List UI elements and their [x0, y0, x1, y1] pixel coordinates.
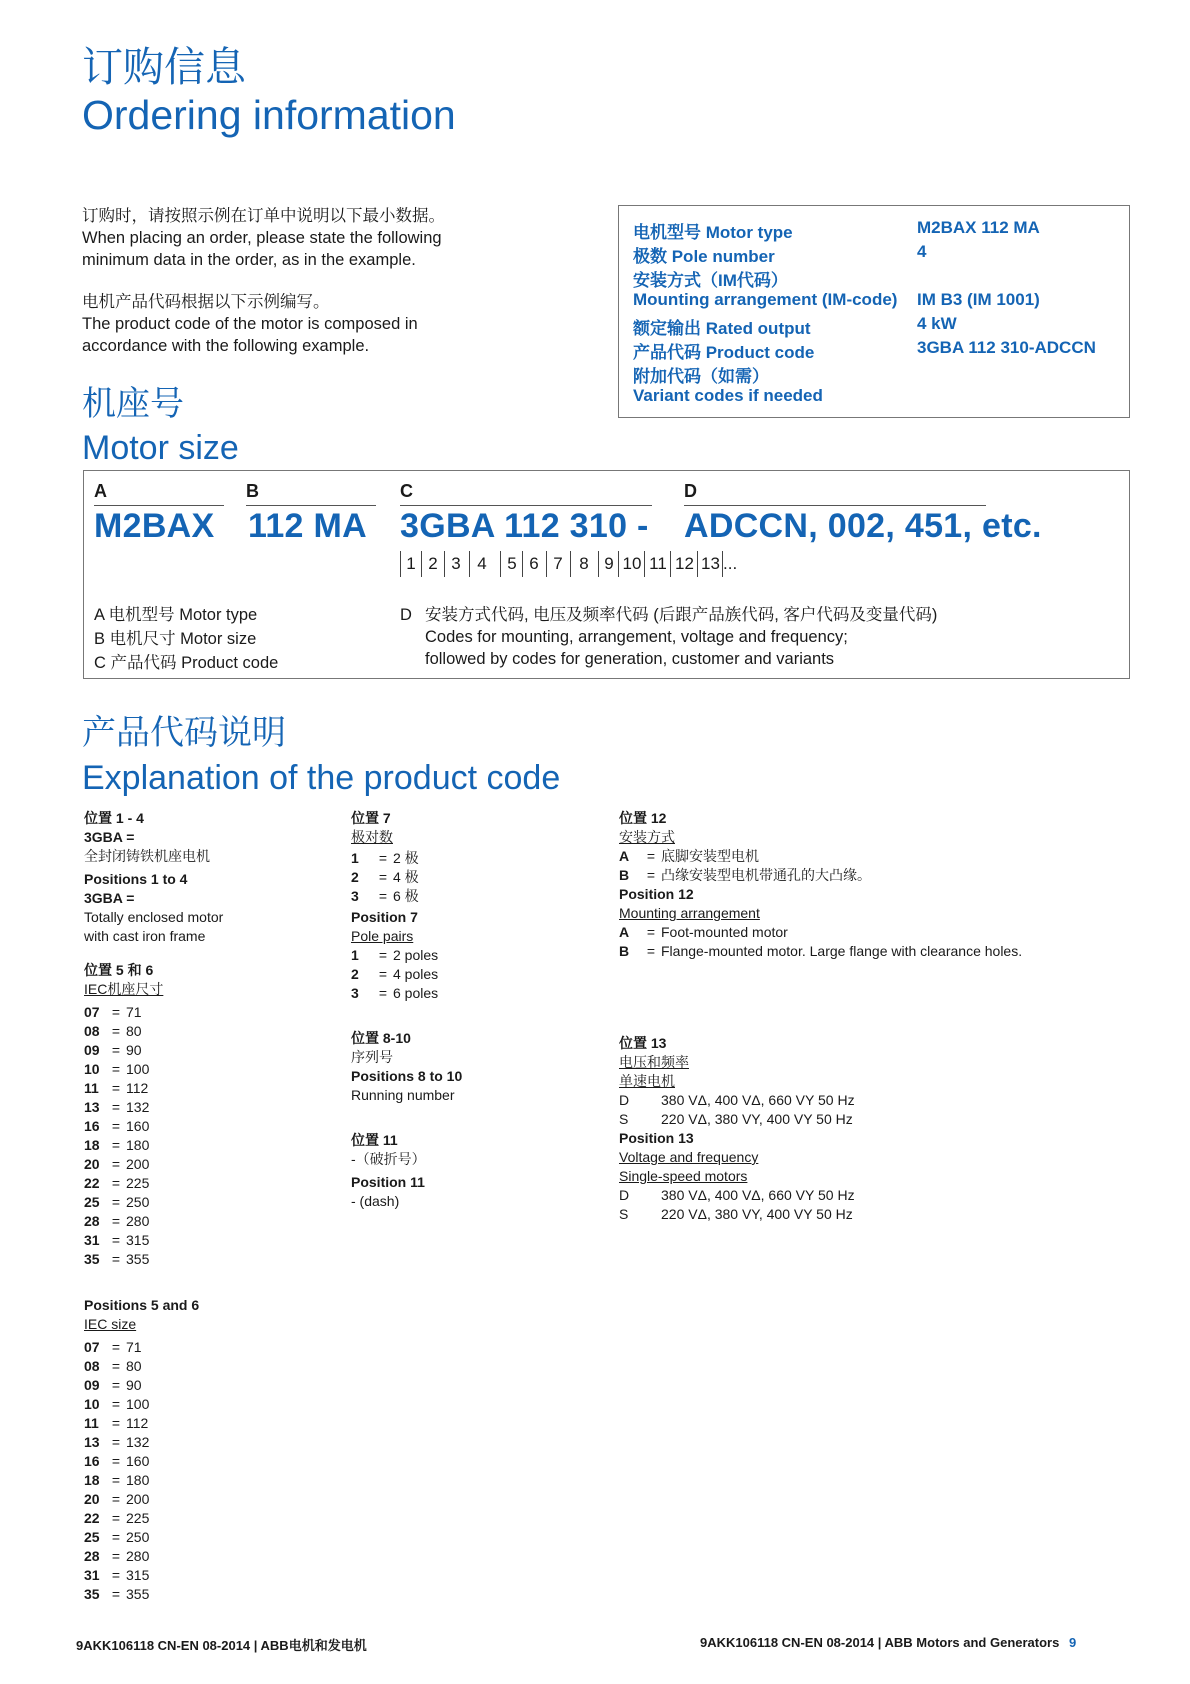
intro-p1-en-1: When placing an order, please state the following: [82, 229, 442, 247]
equals-sign: =: [111, 1194, 121, 1210]
code-value: 2 极: [393, 850, 419, 866]
intro-p2-en-2: accordance with the following example.: [82, 337, 370, 355]
size-row: [84, 1471, 324, 1490]
code-key: 07: [84, 1339, 100, 1355]
spec-label: 附加代码（如需）: [633, 367, 769, 386]
code-letter-b: B: [246, 481, 259, 501]
pos7-sub-cn: 极对数: [351, 829, 393, 845]
intro-p1-cn: 订购时，请按照示例在订单中说明以下最小数据。: [82, 207, 445, 225]
voltage-row: [619, 1110, 1099, 1129]
equals-sign: =: [111, 1080, 121, 1096]
code-key: 11: [84, 1415, 99, 1431]
size-row: [84, 1098, 324, 1117]
explanation-column-1: [84, 809, 324, 1604]
code-value: 220 VΔ, 380 VY, 400 VY 50 Hz: [661, 1206, 853, 1222]
code-motor-type: M2BAX: [94, 507, 215, 545]
code-value: 380 VΔ, 400 VΔ, 660 VY 50 Hz: [661, 1187, 855, 1203]
code-key: 3: [351, 888, 359, 904]
code-key: 22: [84, 1175, 100, 1191]
equals-sign: =: [111, 1377, 121, 1393]
size-row: [84, 1231, 324, 1250]
pos14-title-en: Positions 1 to 4: [84, 871, 188, 887]
pos12-title-en: Position 12: [619, 886, 694, 902]
pos13-title-cn: 位置 13: [619, 1035, 667, 1051]
size-row: [84, 1585, 324, 1604]
equals-sign: =: [378, 850, 388, 866]
equals-sign: =: [111, 1061, 121, 1077]
position-number: 7: [546, 551, 569, 577]
equals-sign: =: [111, 1548, 121, 1564]
intro-p1-en-2: minimum data in the order, as in the example.: [82, 251, 416, 269]
code-value: 315: [126, 1567, 150, 1583]
pos11-title-en: Position 11: [351, 1174, 425, 1190]
code-key: A: [619, 924, 630, 940]
size-row: [84, 1193, 324, 1212]
equals-sign: =: [646, 924, 656, 940]
code-key: 07: [84, 1004, 100, 1020]
position-number: 10: [618, 551, 645, 577]
spec-label: 极数 Pole number: [633, 247, 775, 266]
code-value: 71: [126, 1339, 142, 1355]
equals-sign: =: [111, 1156, 121, 1172]
pole-row: [351, 868, 601, 887]
equals-sign: =: [378, 985, 388, 1001]
pos11-sub-en: - (dash): [351, 1193, 400, 1209]
size-row: [84, 1376, 324, 1395]
size-row: [84, 1003, 324, 1022]
mount-row: [619, 866, 1099, 885]
pos810-title-en: Positions 8 to 10: [351, 1068, 463, 1084]
code-value: 132: [126, 1434, 150, 1450]
pole-row: [351, 946, 601, 965]
code-key: 28: [84, 1548, 100, 1564]
code-motor-size: 112 MA: [248, 507, 367, 545]
code-key: S: [619, 1206, 629, 1222]
code-key: 18: [84, 1137, 100, 1153]
size-row: [84, 1433, 324, 1452]
position-number: 4: [469, 551, 494, 577]
motor-size-title-en: Motor size: [82, 429, 239, 467]
equals-sign: =: [646, 943, 656, 959]
equals-sign: =: [111, 1213, 121, 1229]
pos810-title-cn: 位置 8-10: [351, 1030, 411, 1046]
code-value: 160: [126, 1453, 150, 1469]
code-variants: ADCCN, 002, 451, etc.: [684, 507, 1042, 545]
legend-d-letter: D: [400, 606, 412, 624]
page-number: 9: [1068, 1635, 1077, 1650]
equals-sign: =: [111, 1472, 121, 1488]
pos14-code-en: 3GBA =: [84, 890, 135, 906]
equals-sign: =: [111, 1491, 121, 1507]
pos13-sub1-cn: 电压和频率: [619, 1054, 689, 1070]
equals-sign: =: [111, 1118, 121, 1134]
size-row: [84, 1060, 324, 1079]
code-key: 09: [84, 1042, 100, 1058]
code-value: 220 VΔ, 380 VY, 400 VY 50 Hz: [661, 1111, 853, 1127]
pos11-title-cn: 位置 11: [351, 1132, 398, 1148]
pos14-desc-en-1: Totally enclosed motor: [84, 909, 224, 925]
code-value: Foot-mounted motor: [661, 924, 788, 940]
footer-doc-ref: 9AKK106118 CN-EN 08-2014 | ABB Motors and Generators: [700, 1635, 1060, 1650]
explanation-title-en: Explanation of the product code: [82, 759, 561, 797]
code-value: 315: [126, 1232, 150, 1248]
code-key: B: [619, 867, 630, 883]
pos13-sub2-cn: 单速电机: [619, 1073, 675, 1089]
code-value: 160: [126, 1118, 150, 1134]
motor-size-title-cn: 机座号: [82, 384, 184, 424]
size-row: [84, 1338, 324, 1357]
code-key: 22: [84, 1510, 100, 1526]
spec-label: 安装方式（IM代码）: [633, 271, 788, 290]
code-key: 31: [84, 1232, 100, 1248]
code-value: 90: [126, 1042, 142, 1058]
size-row: [84, 1155, 324, 1174]
code-value: 112: [126, 1080, 149, 1096]
equals-sign: =: [111, 1415, 121, 1431]
position-number: 13: [697, 551, 723, 577]
code-value: 底脚安装型电机: [661, 848, 759, 864]
code-value: 80: [126, 1358, 142, 1374]
spec-label: Mounting arrangement (IM-code): [633, 290, 898, 309]
code-value: 4 poles: [393, 966, 439, 982]
pos13-sub1-en: Voltage and frequency: [619, 1149, 759, 1165]
code-value: 250: [126, 1194, 150, 1210]
code-product: 3GBA 112 310 -: [400, 507, 649, 545]
position-number: 8: [570, 551, 597, 577]
spec-value: 4: [917, 242, 927, 261]
pos7-sub-en: Pole pairs: [351, 928, 414, 944]
code-key: 09: [84, 1377, 100, 1393]
code-key: 13: [84, 1434, 100, 1450]
code-key: 28: [84, 1213, 100, 1229]
equals-sign: =: [111, 1510, 121, 1526]
intro-p2-en-1: The product code of the motor is composed in: [82, 315, 418, 333]
equals-sign: =: [111, 1434, 121, 1450]
spec-label: Variant codes if needed: [633, 386, 823, 405]
code-key: D: [619, 1187, 630, 1203]
code-key: 11: [84, 1080, 99, 1096]
pos12-title-cn: 位置 12: [619, 810, 667, 826]
divider: [400, 505, 652, 506]
code-value: 112: [126, 1415, 149, 1431]
code-value: 225: [126, 1510, 150, 1526]
code-value: 355: [126, 1586, 150, 1602]
spec-value: 4 kW: [917, 314, 957, 333]
pos810-sub-en: Running number: [351, 1087, 455, 1103]
code-value: 100: [126, 1061, 150, 1077]
equals-sign: =: [111, 1586, 121, 1602]
pos56-title-en: Positions 5 and 6: [84, 1297, 200, 1313]
size-row: [84, 1547, 324, 1566]
page-title-cn: 订购信息: [82, 43, 246, 91]
intro-text: [82, 205, 445, 357]
code-value: 71: [126, 1004, 142, 1020]
size-row: [84, 1395, 324, 1414]
position-more: ...: [722, 551, 743, 577]
code-key: S: [619, 1111, 629, 1127]
equals-sign: =: [646, 848, 656, 864]
code-value: 250: [126, 1529, 150, 1545]
position-number: 6: [522, 551, 545, 577]
code-value: 180: [126, 1137, 150, 1153]
voltage-row: [619, 1091, 1099, 1110]
pole-row: [351, 984, 601, 1003]
legend-d-cn: 安装方式代码, 电压及频率代码 (后跟产品族代码, 客户代码及变量代码): [425, 606, 938, 624]
intro-p2-cn: 电机产品代码根据以下示例编写。: [82, 293, 330, 311]
code-value: 90: [126, 1377, 142, 1393]
code-value: 80: [126, 1023, 142, 1039]
explanation-column-2: [351, 809, 601, 1211]
code-key: 1: [351, 850, 359, 866]
code-letter-c: C: [400, 481, 413, 501]
code-key: 10: [84, 1061, 100, 1077]
code-key: 3: [351, 985, 359, 1001]
explanation-title-cn: 产品代码说明: [82, 713, 286, 753]
code-key: 08: [84, 1023, 100, 1039]
position-number: 5: [500, 551, 523, 577]
footer-left: 9AKK106118 CN-EN 08-2014 | ABB电机和发电机: [76, 1638, 367, 1653]
code-key: 20: [84, 1156, 100, 1172]
code-key: 35: [84, 1586, 100, 1602]
code-value: 280: [126, 1548, 150, 1564]
size-row: [84, 1509, 324, 1528]
size-row: [84, 1079, 324, 1098]
pos14-desc-cn: 全封闭铸铁机座电机: [84, 848, 210, 864]
code-key: B: [619, 943, 630, 959]
pos11-sub-cn: -（破折号）: [351, 1151, 426, 1167]
size-row: [84, 1490, 324, 1509]
code-value: 200: [126, 1491, 150, 1507]
code-value: 380 VΔ, 400 VΔ, 660 VY 50 Hz: [661, 1092, 855, 1108]
spec-label: 额定输出 Rated output: [633, 319, 811, 338]
code-value: 2 poles: [393, 947, 439, 963]
size-row: [84, 1566, 324, 1585]
pos810-sub-cn: 序列号: [351, 1049, 393, 1065]
code-key: 2: [351, 966, 359, 982]
position-number: 3: [444, 551, 467, 577]
legend-d-en-1: Codes for mounting, arrangement, voltage and frequency;: [425, 628, 848, 646]
equals-sign: =: [378, 888, 388, 904]
pos56-sub-cn: IEC机座尺寸: [84, 981, 164, 997]
size-row: [84, 1041, 324, 1060]
page-title-en: Ordering information: [82, 92, 456, 138]
code-value: 6 poles: [393, 985, 439, 1001]
divider: [246, 505, 376, 506]
divider: [684, 505, 986, 506]
code-value: 180: [126, 1472, 150, 1488]
code-letter-d: D: [684, 481, 697, 501]
code-key: 08: [84, 1358, 100, 1374]
size-row: [84, 1136, 324, 1155]
pole-row: [351, 849, 601, 868]
size-row: [84, 1414, 324, 1433]
code-value: Flange-mounted motor. Large flange with clearance holes.: [661, 943, 1023, 959]
footer-right: [700, 1635, 1076, 1650]
size-row: [84, 1022, 324, 1041]
code-key: 16: [84, 1453, 100, 1469]
code-key: 2: [351, 869, 359, 885]
code-key: 10: [84, 1396, 100, 1412]
code-value: 4 极: [393, 869, 419, 885]
code-key: 16: [84, 1118, 100, 1134]
size-row: [84, 1174, 324, 1193]
size-row: [84, 1117, 324, 1136]
code-value: 280: [126, 1213, 150, 1229]
spec-value: M2BAX 112 MA: [917, 218, 1040, 237]
code-key: 20: [84, 1491, 100, 1507]
code-key: A: [619, 848, 630, 864]
code-value: 6 极: [393, 888, 419, 904]
pos14-title-cn: 位置 1 - 4: [84, 810, 144, 826]
size-row: [84, 1212, 324, 1231]
example-spec-box: [618, 205, 1130, 418]
position-number: 9: [598, 551, 619, 577]
equals-sign: =: [111, 1251, 121, 1267]
code-key: 25: [84, 1529, 100, 1545]
divider: [94, 505, 224, 506]
equals-sign: =: [111, 1396, 121, 1412]
equals-sign: =: [111, 1567, 121, 1583]
size-row: [84, 1528, 324, 1547]
pos13-sub2-en: Single-speed motors: [619, 1168, 748, 1184]
size-row: [84, 1250, 324, 1269]
spec-value: IM B3 (IM 1001): [917, 290, 1040, 309]
spec-value: 3GBA 112 310-ADCCN: [917, 338, 1096, 357]
code-key: 1: [351, 947, 359, 963]
code-letter-a: A: [94, 481, 107, 501]
equals-sign: =: [111, 1023, 121, 1039]
pos14-desc-en-2: with cast iron frame: [84, 928, 206, 944]
equals-sign: =: [111, 1137, 121, 1153]
code-key: 35: [84, 1251, 100, 1267]
pos56-sub-en: IEC size: [84, 1316, 137, 1332]
position-number: 11: [644, 551, 671, 577]
position-number: 12: [670, 551, 698, 577]
mount-row: [619, 923, 1099, 942]
legend-a: A 电机型号 Motor type: [94, 606, 258, 624]
code-value: 132: [126, 1099, 150, 1115]
pole-row: [351, 887, 601, 906]
equals-sign: =: [111, 1099, 121, 1115]
equals-sign: =: [111, 1358, 121, 1374]
equals-sign: =: [378, 869, 388, 885]
code-key: D: [619, 1092, 630, 1108]
code-value: 凸缘安装型电机带通孔的大凸缘。: [661, 867, 871, 883]
pole-row: [351, 965, 601, 984]
pos14-code-cn: 3GBA =: [84, 829, 135, 845]
spec-label: 产品代码 Product code: [633, 343, 815, 362]
pos7-title-en: Position 7: [351, 909, 418, 925]
equals-sign: =: [646, 867, 656, 883]
pos13-title-en: Position 13: [619, 1130, 694, 1146]
size-row: [84, 1452, 324, 1471]
size-row: [84, 1357, 324, 1376]
pos56-title-cn: 位置 5 和 6: [84, 962, 154, 978]
code-value: 200: [126, 1156, 150, 1172]
equals-sign: =: [111, 1529, 121, 1545]
voltage-row: [619, 1186, 1099, 1205]
code-key: 18: [84, 1472, 100, 1488]
legend-c: C 产品代码 Product code: [94, 654, 279, 672]
equals-sign: =: [111, 1175, 121, 1191]
motor-size-box: [83, 470, 1130, 679]
code-value: 225: [126, 1175, 150, 1191]
code-value: 100: [126, 1396, 150, 1412]
pos12-sub-cn: 安装方式: [619, 829, 675, 845]
pos12-sub-en: Mounting arrangement: [619, 905, 760, 921]
mount-row: [619, 847, 1099, 866]
equals-sign: =: [111, 1232, 121, 1248]
pos7-title-cn: 位置 7: [351, 810, 391, 826]
equals-sign: =: [111, 1042, 121, 1058]
legend-b: B 电机尺寸 Motor size: [94, 630, 257, 648]
voltage-row: [619, 1205, 1099, 1224]
position-number: 2: [421, 551, 444, 577]
code-key: 25: [84, 1194, 100, 1210]
code-value: 355: [126, 1251, 150, 1267]
equals-sign: =: [378, 947, 388, 963]
spec-label: 电机型号 Motor type: [633, 223, 793, 242]
legend-d-en-2: followed by codes for generation, customer and variants: [425, 650, 835, 668]
code-key: 31: [84, 1567, 100, 1583]
equals-sign: =: [111, 1004, 121, 1020]
code-key: 13: [84, 1099, 100, 1115]
equals-sign: =: [111, 1453, 121, 1469]
explanation-column-3: [619, 809, 1099, 1224]
equals-sign: =: [378, 966, 388, 982]
equals-sign: =: [111, 1339, 121, 1355]
position-number: 1: [400, 551, 421, 577]
mount-row: [619, 942, 1099, 961]
